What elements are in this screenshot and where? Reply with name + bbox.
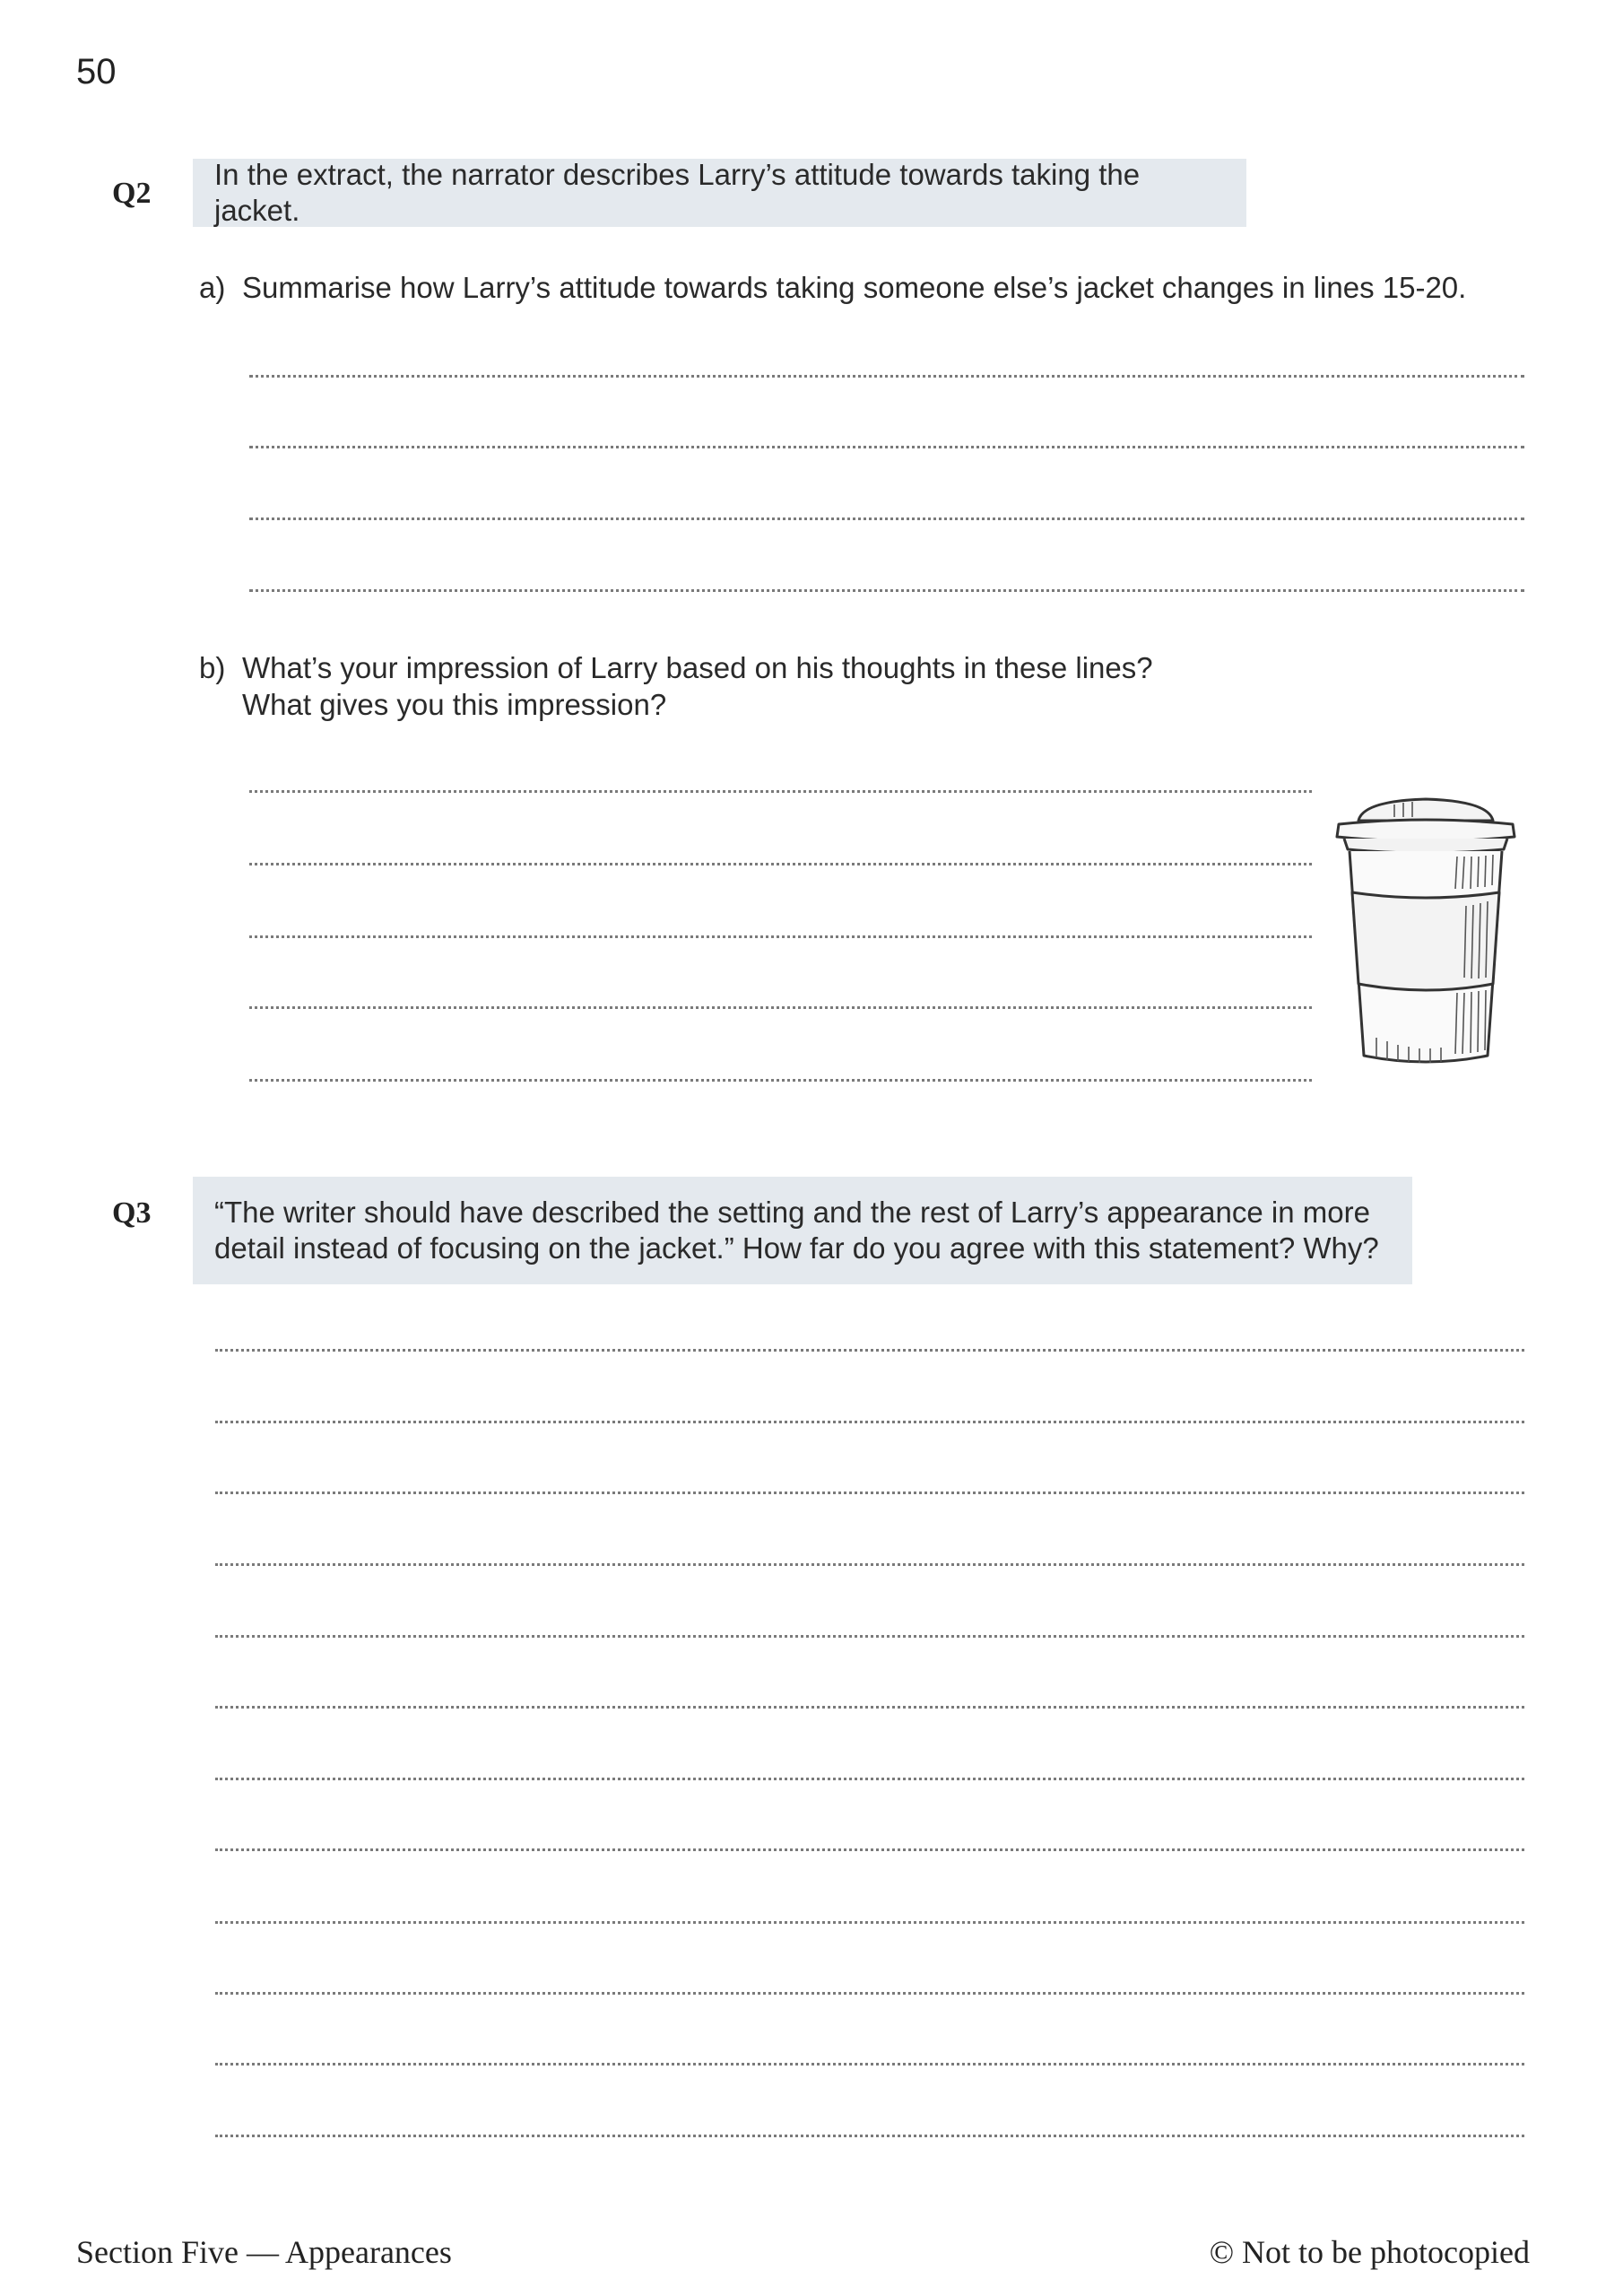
q2-prompt: In the extract, the narrator describes Larry’s attitude towards taking the jacket. bbox=[214, 158, 1141, 227]
answer-line[interactable] bbox=[249, 589, 1524, 592]
answer-line[interactable] bbox=[249, 375, 1524, 378]
answer-line[interactable] bbox=[215, 1778, 1524, 1780]
answer-line[interactable] bbox=[249, 517, 1524, 520]
answer-line[interactable] bbox=[215, 1921, 1524, 1924]
q2-part-a bbox=[199, 269, 1466, 306]
q2-part-b bbox=[199, 649, 1153, 723]
answer-line[interactable] bbox=[249, 935, 1312, 938]
q2-prompt-box bbox=[193, 159, 1246, 227]
answer-line[interactable] bbox=[249, 863, 1312, 865]
answer-line[interactable] bbox=[249, 446, 1524, 448]
q3-prompt-line2: detail instead of focusing on the jacket.” How far do you agree with this statement? Why? bbox=[214, 1231, 1379, 1265]
answer-line[interactable] bbox=[215, 1706, 1524, 1709]
answer-line[interactable] bbox=[249, 790, 1312, 793]
q2-part-a-letter: a) bbox=[199, 271, 226, 304]
answer-line[interactable] bbox=[249, 1079, 1312, 1082]
q2-label: Q2 bbox=[112, 177, 152, 210]
q3-prompt-line1: “The writer should have described the setting and the rest of Larry’s appearance in more bbox=[214, 1196, 1370, 1229]
answer-line[interactable] bbox=[215, 1635, 1524, 1638]
answer-line[interactable] bbox=[215, 1992, 1524, 1995]
q3-prompt-box bbox=[193, 1177, 1412, 1284]
coffee-cup-icon bbox=[1323, 794, 1529, 1081]
q2-part-b-letter: b) bbox=[199, 651, 226, 684]
footer-copyright: © Not to be photocopied bbox=[1209, 2234, 1530, 2270]
answer-line[interactable] bbox=[215, 1848, 1524, 1851]
footer-section-title: Section Five — Appearances bbox=[76, 2234, 452, 2270]
answer-line[interactable] bbox=[215, 1349, 1524, 1352]
q3-label: Q3 bbox=[112, 1196, 152, 1230]
answer-line[interactable] bbox=[215, 2063, 1524, 2066]
page-number: 50 bbox=[76, 52, 117, 91]
answer-line[interactable] bbox=[249, 1006, 1312, 1009]
answer-line[interactable] bbox=[215, 1421, 1524, 1423]
q2-part-a-text: Summarise how Larry’s attitude towards taking someone else’s jacket changes in lines 15-20. bbox=[242, 271, 1467, 304]
q2-part-b-line2: What gives you this impression? bbox=[242, 688, 667, 721]
answer-line[interactable] bbox=[215, 1492, 1524, 1494]
answer-line[interactable] bbox=[215, 2135, 1524, 2137]
answer-line[interactable] bbox=[215, 1563, 1524, 1566]
q2-part-b-line1: What’s your impression of Larry based on his thoughts in these lines? bbox=[242, 651, 1153, 684]
